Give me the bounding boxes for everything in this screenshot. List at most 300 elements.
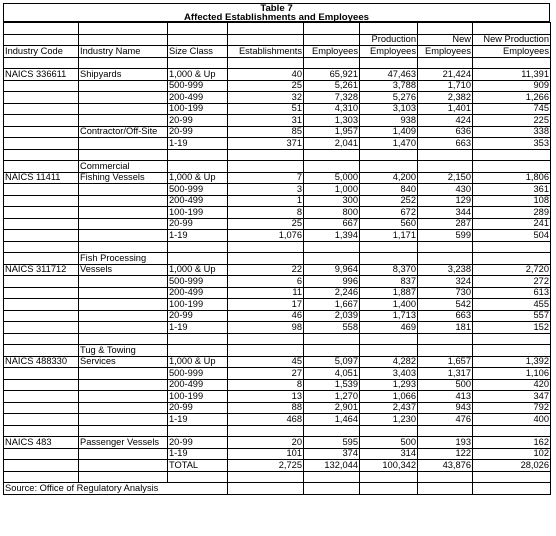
column-header-line1: New: [418, 34, 473, 46]
empty-cell: [4, 345, 79, 357]
table-row: [4, 230, 551, 242]
industry-name-cell: Tug & Towing: [79, 345, 168, 357]
empty-cell: [360, 57, 418, 69]
column-header-line1: [4, 34, 79, 46]
establishments-cell: 46: [228, 310, 304, 322]
empty-cell: [304, 23, 360, 35]
employees-cell: 595: [304, 437, 360, 449]
production-employees-cell: 1,409: [360, 126, 418, 138]
column-header: Employees: [304, 46, 360, 58]
empty-cell: [418, 161, 473, 173]
table-number: Table 7: [260, 3, 293, 14]
new-employees-cell: 500: [418, 379, 473, 391]
empty-cell: [473, 425, 551, 437]
table-row: [4, 103, 551, 115]
table-row: [4, 218, 551, 230]
establishments-cell: 1: [228, 195, 304, 207]
production-employees-cell: 1,400: [360, 299, 418, 311]
column-header: Employees: [473, 46, 551, 58]
empty-cell: [228, 161, 304, 173]
employees-cell: 667: [304, 218, 360, 230]
empty-cell: [418, 241, 473, 253]
blank-row: [4, 57, 551, 69]
size-class-cell: 100-199: [168, 207, 228, 219]
new-employees-cell: 424: [418, 115, 473, 127]
size-class-cell: 20-99: [168, 126, 228, 138]
empty-cell: [304, 333, 360, 345]
size-class-cell: 100-199: [168, 299, 228, 311]
blank-row: [4, 425, 551, 437]
industry-name-cell: [79, 80, 168, 92]
industry-code-cell: NAICS 311712: [4, 264, 79, 276]
empty-cell: [304, 161, 360, 173]
establishments-cell: 11: [228, 287, 304, 299]
establishments-cell: 25: [228, 218, 304, 230]
new-production-employees-cell: 745: [473, 103, 551, 115]
column-header: Industry Name: [79, 46, 168, 58]
establishments-cell: 2,725: [228, 460, 304, 472]
empty-cell: [360, 333, 418, 345]
industry-name-cell: [79, 299, 168, 311]
industry-name-row: [4, 345, 551, 357]
empty-cell: [304, 471, 360, 483]
table-row: [4, 402, 551, 414]
industry-name-cell: Shipyards: [79, 69, 168, 81]
employees-cell: 1,539: [304, 379, 360, 391]
column-header-line1: [304, 34, 360, 46]
employees-cell: 996: [304, 276, 360, 288]
empty-cell: [473, 161, 551, 173]
industry-name-cell: Services: [79, 356, 168, 368]
establishments-cell: 40: [228, 69, 304, 81]
establishments-cell: 85: [228, 126, 304, 138]
industry-code-cell: [4, 322, 79, 334]
new-employees-cell: 344: [418, 207, 473, 219]
empty-cell: [4, 241, 79, 253]
table-row: [4, 138, 551, 150]
empty-cell: [304, 253, 360, 265]
production-employees-cell: 314: [360, 448, 418, 460]
production-employees-cell: 3,403: [360, 368, 418, 380]
empty-cell: [79, 149, 168, 161]
industry-name-cell: [79, 103, 168, 115]
empty-cell: [360, 483, 418, 495]
new-employees-cell: 542: [418, 299, 473, 311]
empty-cell: [473, 483, 551, 495]
industry-code-cell: [4, 379, 79, 391]
establishments-cell: 7: [228, 172, 304, 184]
establishments-cell: 101: [228, 448, 304, 460]
table-row: [4, 195, 551, 207]
industry-name-cell: [79, 138, 168, 150]
column-header: Employees: [418, 46, 473, 58]
empty-cell: [418, 471, 473, 483]
empty-cell: [473, 345, 551, 357]
industry-code-cell: [4, 448, 79, 460]
employees-cell: 65,921: [304, 69, 360, 81]
employees-cell: 2,039: [304, 310, 360, 322]
source-note: Source: Office of Regulatory Analysis: [4, 483, 228, 495]
employees-cell: 558: [304, 322, 360, 334]
production-employees-cell: 1,293: [360, 379, 418, 391]
table-title: [3, 3, 550, 22]
empty-cell: [168, 471, 228, 483]
employees-cell: 1,270: [304, 391, 360, 403]
establishments-cell: 468: [228, 414, 304, 426]
industry-name-cell: [79, 207, 168, 219]
new-production-employees-cell: 909: [473, 80, 551, 92]
empty-cell: [228, 483, 304, 495]
industry-code-cell: [4, 80, 79, 92]
empty-cell: [4, 253, 79, 265]
establishments-cell: 45: [228, 356, 304, 368]
new-production-employees-cell: 152: [473, 322, 551, 334]
empty-cell: [360, 253, 418, 265]
employees-cell: 4,051: [304, 368, 360, 380]
production-employees-cell: 3,788: [360, 80, 418, 92]
blank-row: [4, 471, 551, 483]
new-production-employees-cell: 1,266: [473, 92, 551, 104]
new-employees-cell: 21,424: [418, 69, 473, 81]
production-employees-cell: 840: [360, 184, 418, 196]
empty-cell: [168, 161, 228, 173]
establishments-cell: 98: [228, 322, 304, 334]
production-employees-cell: 8,370: [360, 264, 418, 276]
industry-code-cell: [4, 184, 79, 196]
new-employees-cell: 3,238: [418, 264, 473, 276]
size-class-cell: TOTAL: [168, 460, 228, 472]
empty-cell: [228, 333, 304, 345]
table-row: [4, 264, 551, 276]
new-employees-cell: 122: [418, 448, 473, 460]
production-employees-cell: 1,713: [360, 310, 418, 322]
industry-name-row: [4, 161, 551, 173]
new-employees-cell: 730: [418, 287, 473, 299]
table-row: [4, 184, 551, 196]
establishments-cell: 32: [228, 92, 304, 104]
column-header-line1: [168, 34, 228, 46]
empty-cell: [168, 425, 228, 437]
size-class-cell: 20-99: [168, 218, 228, 230]
employees-cell: 1,667: [304, 299, 360, 311]
new-employees-cell: 1,710: [418, 80, 473, 92]
new-production-employees-cell: 347: [473, 391, 551, 403]
industry-name-cell: [79, 368, 168, 380]
establishments-cell: 27: [228, 368, 304, 380]
industry-code-cell: [4, 391, 79, 403]
size-class-cell: 1-19: [168, 414, 228, 426]
spreadsheet-table: [3, 3, 550, 495]
empty-cell: [228, 425, 304, 437]
production-employees-cell: 938: [360, 115, 418, 127]
industry-code-cell: [4, 276, 79, 288]
new-employees-cell: 943: [418, 402, 473, 414]
establishments-cell: 371: [228, 138, 304, 150]
empty-cell: [228, 241, 304, 253]
size-class-cell: 200-499: [168, 379, 228, 391]
industry-name-cell: [79, 115, 168, 127]
column-header: Industry Code: [4, 46, 79, 58]
production-employees-cell: 500: [360, 437, 418, 449]
production-employees-cell: 100,342: [360, 460, 418, 472]
empty-cell: [418, 149, 473, 161]
empty-cell: [473, 471, 551, 483]
empty-cell: [418, 253, 473, 265]
table-row: [4, 69, 551, 81]
empty-cell: [360, 161, 418, 173]
empty-cell: [79, 333, 168, 345]
industry-name-cell: [79, 184, 168, 196]
table-row: [4, 414, 551, 426]
establishments-cell: 1,076: [228, 230, 304, 242]
industry-code-cell: NAICS 11411: [4, 172, 79, 184]
new-production-employees-cell: 11,391: [473, 69, 551, 81]
production-employees-cell: 1,230: [360, 414, 418, 426]
new-employees-cell: 2,150: [418, 172, 473, 184]
employees-cell: 1,303: [304, 115, 360, 127]
empty-cell: [304, 345, 360, 357]
industry-name-cell: [79, 379, 168, 391]
table-row: [4, 322, 551, 334]
industry-code-cell: [4, 195, 79, 207]
production-employees-cell: 1,171: [360, 230, 418, 242]
size-class-cell: 20-99: [168, 310, 228, 322]
new-production-employees-cell: 361: [473, 184, 551, 196]
size-class-cell: 1-19: [168, 322, 228, 334]
employees-cell: 1,957: [304, 126, 360, 138]
empty-cell: [79, 425, 168, 437]
new-employees-cell: 193: [418, 437, 473, 449]
empty-cell: [168, 333, 228, 345]
new-production-employees-cell: 289: [473, 207, 551, 219]
new-employees-cell: 324: [418, 276, 473, 288]
header-row-1: [4, 34, 551, 46]
empty-cell: [228, 149, 304, 161]
blank-row: [4, 333, 551, 345]
size-class-cell: 100-199: [168, 391, 228, 403]
empty-cell: [4, 57, 79, 69]
column-header-line1: [79, 34, 168, 46]
empty-cell: [360, 425, 418, 437]
employees-cell: 1,464: [304, 414, 360, 426]
table-row: [4, 276, 551, 288]
establishments-cell: 3: [228, 184, 304, 196]
empty-cell: [79, 57, 168, 69]
empty-cell: [4, 161, 79, 173]
industry-code-cell: [4, 218, 79, 230]
source-row: [4, 483, 551, 495]
empty-cell: [168, 253, 228, 265]
production-employees-cell: 4,282: [360, 356, 418, 368]
new-employees-cell: 476: [418, 414, 473, 426]
new-production-employees-cell: 613: [473, 287, 551, 299]
size-class-cell: 500-999: [168, 80, 228, 92]
establishments-cell: 25: [228, 80, 304, 92]
new-production-employees-cell: 102: [473, 448, 551, 460]
empty-cell: [168, 57, 228, 69]
establishments-cell: 31: [228, 115, 304, 127]
industry-name-cell: Fishing Vessels: [79, 172, 168, 184]
column-header: Employees: [360, 46, 418, 58]
table-row: [4, 80, 551, 92]
table-row: [4, 207, 551, 219]
new-production-employees-cell: 1,392: [473, 356, 551, 368]
production-employees-cell: 672: [360, 207, 418, 219]
empty-cell: [168, 23, 228, 35]
new-production-employees-cell: 108: [473, 195, 551, 207]
new-production-employees-cell: 420: [473, 379, 551, 391]
column-header-line1: New Production: [473, 34, 551, 46]
blank-row: [4, 241, 551, 253]
empty-cell: [168, 149, 228, 161]
industry-name-cell: [79, 276, 168, 288]
industry-name-cell: [79, 287, 168, 299]
production-employees-cell: 2,437: [360, 402, 418, 414]
blank-row: [4, 23, 551, 35]
size-class-cell: 500-999: [168, 368, 228, 380]
industry-name-cell: [79, 322, 168, 334]
industry-code-cell: [4, 103, 79, 115]
new-production-employees-cell: 162: [473, 437, 551, 449]
production-employees-cell: 5,276: [360, 92, 418, 104]
table-row: [4, 92, 551, 104]
industry-name-cell: Passenger Vessels: [79, 437, 168, 449]
blank-row: [4, 149, 551, 161]
size-class-cell: 1-19: [168, 230, 228, 242]
empty-cell: [418, 425, 473, 437]
size-class-cell: 20-99: [168, 115, 228, 127]
size-class-cell: 20-99: [168, 402, 228, 414]
employees-cell: 374: [304, 448, 360, 460]
table-row: [4, 379, 551, 391]
new-production-employees-cell: 1,806: [473, 172, 551, 184]
empty-cell: [4, 149, 79, 161]
employees-cell: 7,328: [304, 92, 360, 104]
new-production-employees-cell: 557: [473, 310, 551, 322]
size-class-cell: 1-19: [168, 138, 228, 150]
empty-cell: [79, 23, 168, 35]
empty-cell: [418, 333, 473, 345]
new-production-employees-cell: 400: [473, 414, 551, 426]
production-employees-cell: 560: [360, 218, 418, 230]
employees-cell: 1,000: [304, 184, 360, 196]
empty-cell: [168, 241, 228, 253]
column-header: Size Class: [168, 46, 228, 58]
new-employees-cell: 1,317: [418, 368, 473, 380]
empty-cell: [304, 241, 360, 253]
industry-name-cell: [79, 402, 168, 414]
industry-name-row: [4, 253, 551, 265]
industry-code-cell: [4, 92, 79, 104]
total-row: [4, 460, 551, 472]
new-production-employees-cell: 353: [473, 138, 551, 150]
empty-cell: [228, 23, 304, 35]
employees-cell: 2,901: [304, 402, 360, 414]
empty-cell: [473, 253, 551, 265]
new-employees-cell: 663: [418, 310, 473, 322]
column-header: Establishments: [228, 46, 304, 58]
new-employees-cell: 636: [418, 126, 473, 138]
empty-cell: [473, 241, 551, 253]
table-row: [4, 437, 551, 449]
industry-code-cell: [4, 368, 79, 380]
new-employees-cell: 129: [418, 195, 473, 207]
column-header-line1: [228, 34, 304, 46]
industry-name-cell: Fish Processing: [79, 253, 168, 265]
size-class-cell: 200-499: [168, 195, 228, 207]
new-production-employees-cell: 241: [473, 218, 551, 230]
size-class-cell: 500-999: [168, 184, 228, 196]
employees-cell: 5,261: [304, 80, 360, 92]
industry-code-cell: [4, 115, 79, 127]
establishments-cell: 20: [228, 437, 304, 449]
size-class-cell: 1,000 & Up: [168, 356, 228, 368]
employees-cell: 300: [304, 195, 360, 207]
production-employees-cell: 837: [360, 276, 418, 288]
empty-cell: [304, 425, 360, 437]
size-class-cell: 200-499: [168, 92, 228, 104]
industry-code-cell: [4, 299, 79, 311]
new-production-employees-cell: 225: [473, 115, 551, 127]
size-class-cell: 1,000 & Up: [168, 264, 228, 276]
empty-cell: [473, 149, 551, 161]
industry-name-cell: [79, 414, 168, 426]
employees-cell: 9,964: [304, 264, 360, 276]
new-employees-cell: 413: [418, 391, 473, 403]
industry-name-cell: Commercial: [79, 161, 168, 173]
size-class-cell: 1,000 & Up: [168, 69, 228, 81]
column-header-line1: Production: [360, 34, 418, 46]
table-row: [4, 287, 551, 299]
empty-cell: [228, 57, 304, 69]
new-production-employees-cell: 272: [473, 276, 551, 288]
employees-cell: 2,041: [304, 138, 360, 150]
establishments-cell: 6: [228, 276, 304, 288]
industry-code-cell: [4, 414, 79, 426]
industry-name-cell: [79, 230, 168, 242]
employees-cell: 2,246: [304, 287, 360, 299]
empty-cell: [304, 149, 360, 161]
industry-code-cell: NAICS 483: [4, 437, 79, 449]
employees-cell: 800: [304, 207, 360, 219]
empty-cell: [418, 483, 473, 495]
size-class-cell: 500-999: [168, 276, 228, 288]
production-employees-cell: 1,066: [360, 391, 418, 403]
size-class-cell: 1-19: [168, 448, 228, 460]
industry-code-cell: NAICS 336611: [4, 69, 79, 81]
empty-cell: [4, 471, 79, 483]
new-production-employees-cell: 792: [473, 402, 551, 414]
empty-cell: [304, 57, 360, 69]
production-employees-cell: 1,887: [360, 287, 418, 299]
table-row: [4, 299, 551, 311]
industry-name-cell: [79, 448, 168, 460]
empty-cell: [4, 425, 79, 437]
size-class-cell: 100-199: [168, 103, 228, 115]
production-employees-cell: 4,200: [360, 172, 418, 184]
new-production-employees-cell: 28,026: [473, 460, 551, 472]
table-row: [4, 310, 551, 322]
industry-code-cell: [4, 126, 79, 138]
new-production-employees-cell: 1,106: [473, 368, 551, 380]
establishments-cell: 51: [228, 103, 304, 115]
empty-cell: [228, 471, 304, 483]
data-table: [3, 22, 551, 495]
industry-name-cell: [79, 195, 168, 207]
new-employees-cell: 430: [418, 184, 473, 196]
table-row: [4, 391, 551, 403]
industry-code-cell: [4, 287, 79, 299]
